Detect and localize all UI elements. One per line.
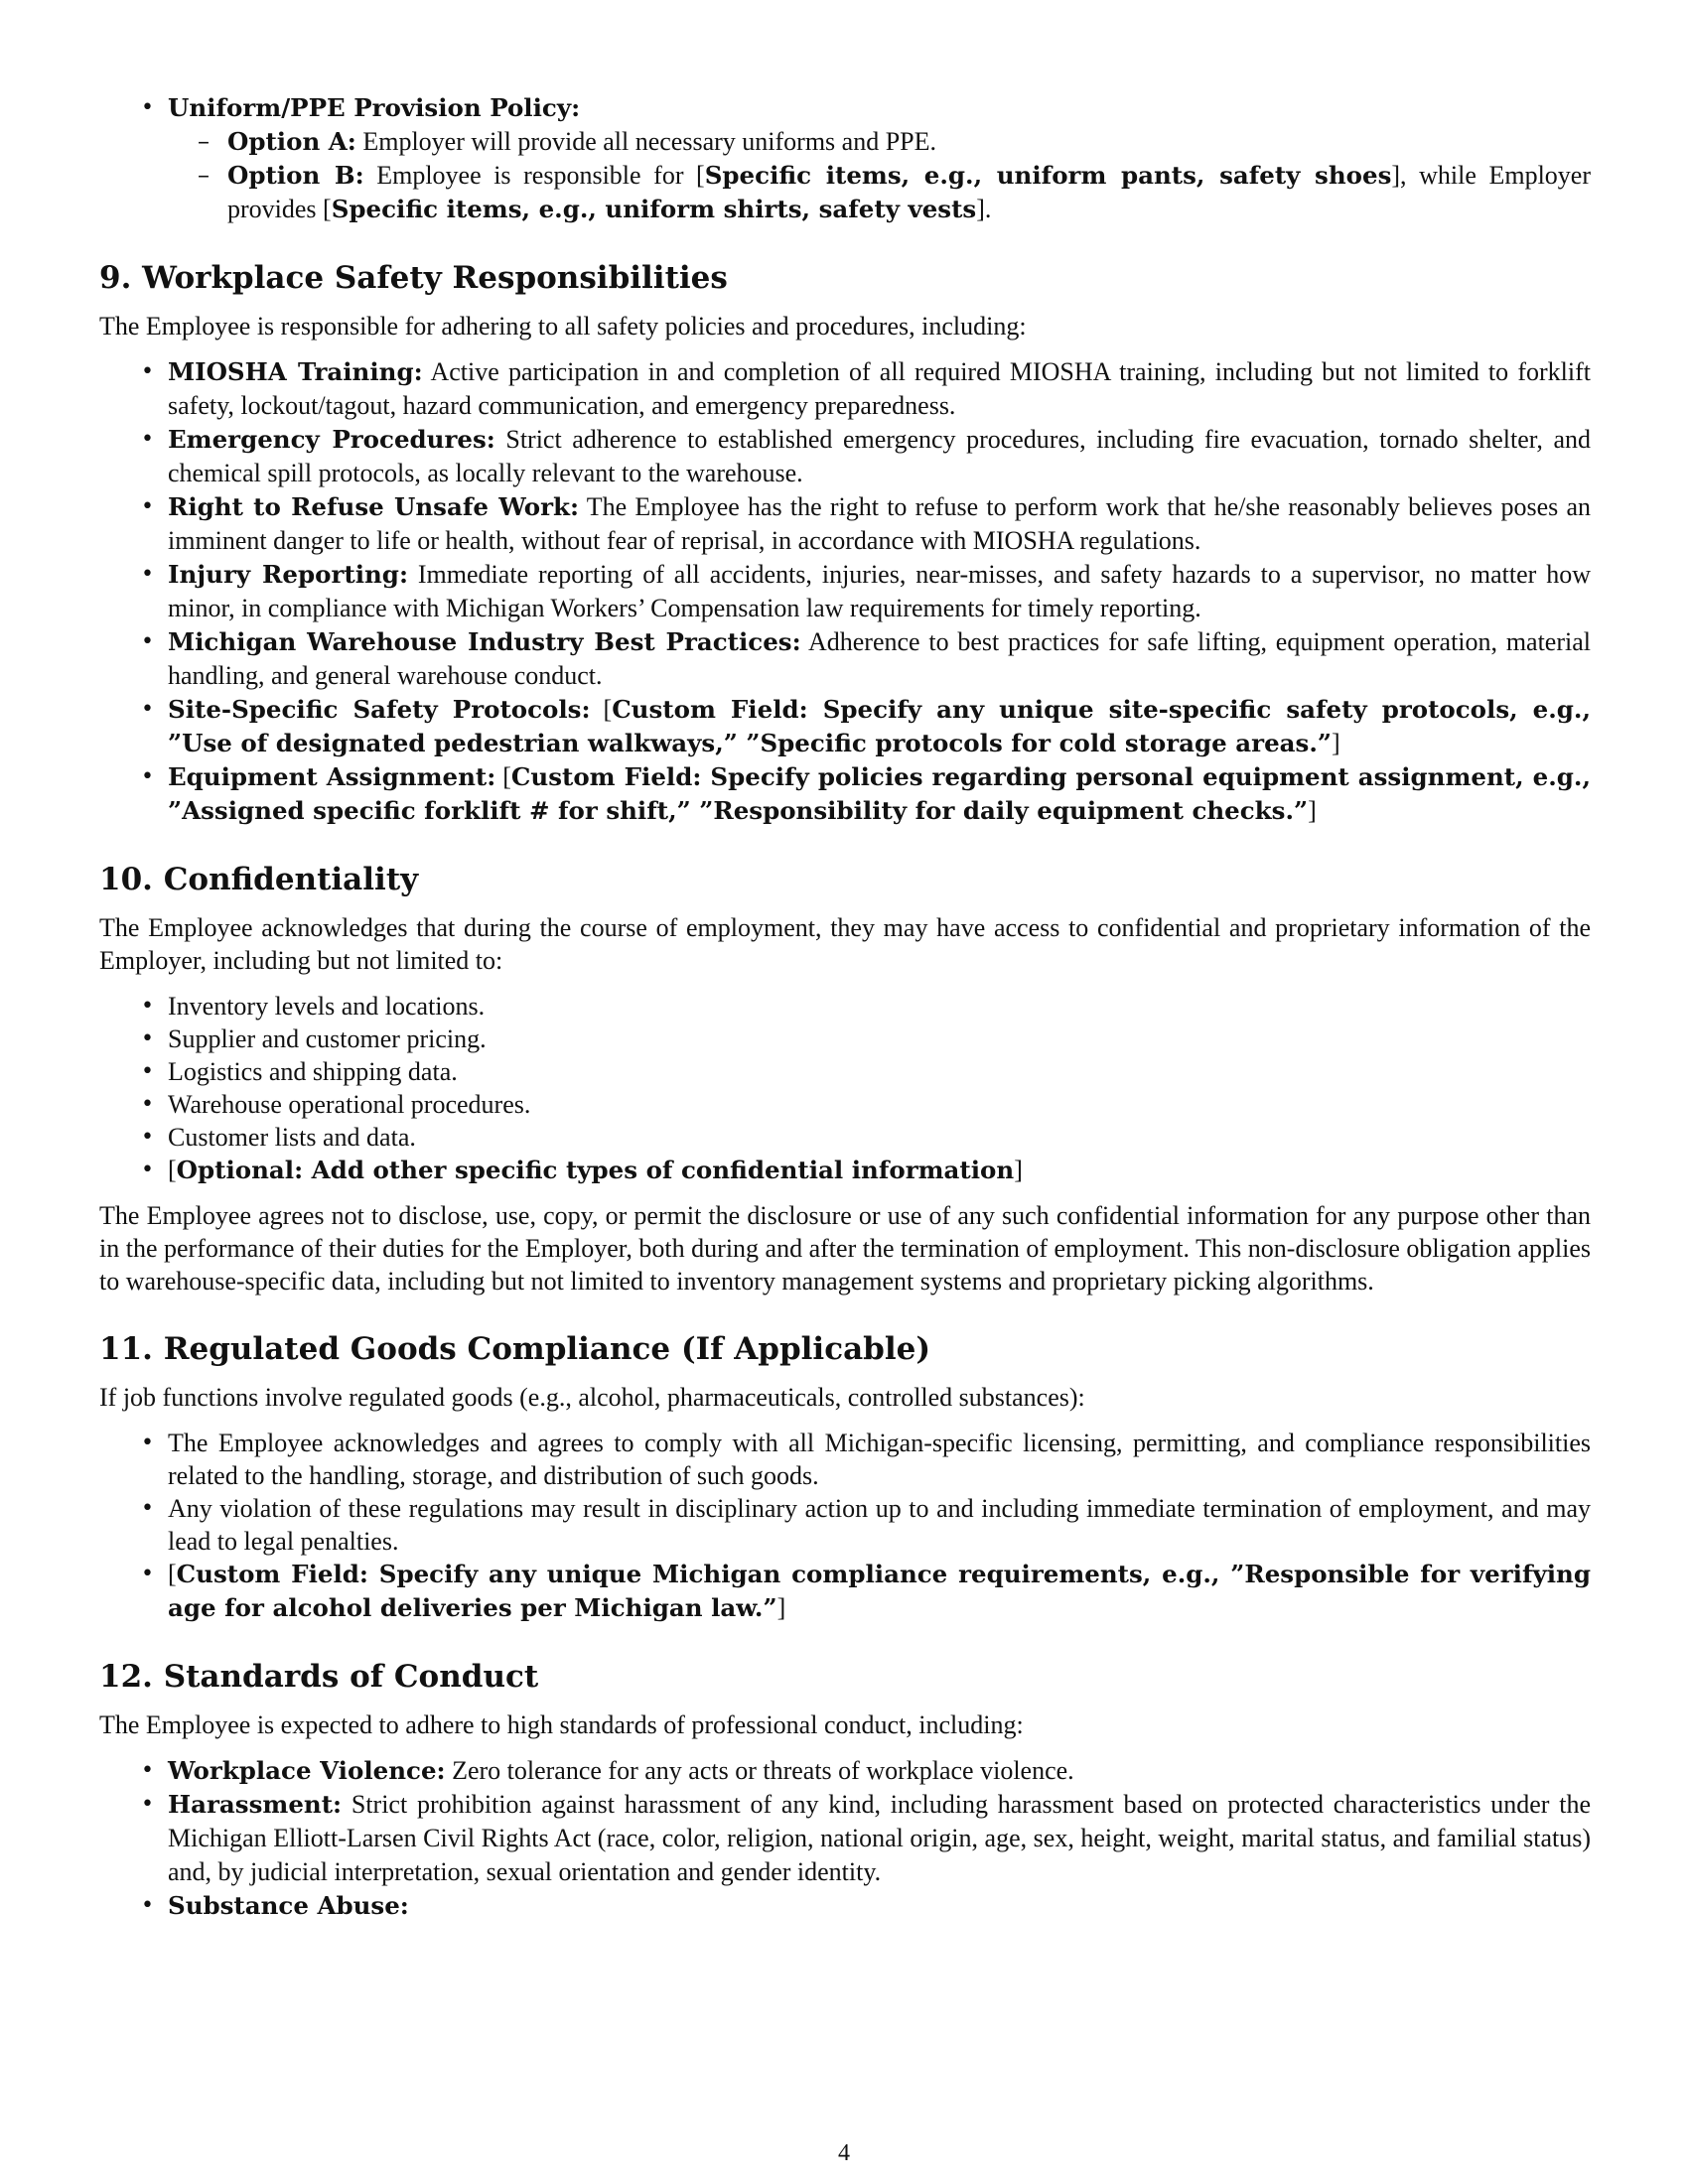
custom-field-text: Custom Field: Specify any unique site-specific safety protocols, e.g., ”Use of designated pedestrian walkways,” ”Specific protocols for cold storage areas.”	[168, 695, 1591, 757]
option-a-text: Employer will provide all necessary uniforms and PPE.	[355, 127, 937, 156]
list-item: • The Employee acknowledges and agrees to comply with all Michigan-specific licensing, permitting, and compliance responsibilities related to the handling, storage, and distribution of such goods.	[99, 1427, 1591, 1492]
list-item	[99, 558, 1591, 625]
list-item	[99, 693, 1591, 760]
item-text: Strict prohibition against harassment of any kind, including harassment based on protected characteristics under the Michigan Elliott-Larsen Civil Rights Act (race, color, religion, national origin, age, sex, height, weight, marital status, and familial status) and, by judicial interpretation, sexual orientation and gender identity.	[168, 1790, 1591, 1886]
item-label: Right to Refuse Unsafe Work:	[168, 492, 580, 521]
option-b-bold: Specific items, e.g., uniform pants, safety shoes	[704, 161, 1392, 190]
list-item: • Any violation of these regulations may result in disciplinary action up to and including immediate termination of employment, and may lead to legal penalties.	[99, 1492, 1591, 1558]
item-text: ]	[1014, 1156, 1023, 1184]
ppe-option-b	[168, 159, 1591, 226]
item-text: [	[590, 695, 613, 724]
item-text: Adherence to best practices for safe lifting, equipment operation, material handling, and general warehouse conduct.	[168, 627, 1591, 690]
item-text: Active participation in and completion of all required MIOSHA training, including but not limited to forklift safety, lockout/tagout, hazard communication, and emergency preparedness.	[168, 357, 1591, 420]
custom-field-text: Custom Field: Specify policies regarding personal equipment assignment, e.g., ”Assigned specific forklift # for shift,” ”Responsibility for daily equipment checks.”	[168, 762, 1591, 825]
list-item: • Warehouse operational procedures.	[99, 1088, 1591, 1121]
item-text: The Employee has the right to refuse to perform work that he/she reasonably believes poses an imminent danger to life or health, without fear of reprisal, in accordance with MIOSHA regulations.	[168, 492, 1591, 555]
item-text: ]	[776, 1593, 786, 1622]
item-text: [	[168, 1560, 177, 1588]
item-text: ]	[1331, 729, 1340, 757]
list-item	[99, 490, 1591, 558]
item-label: Emergency Procedures:	[168, 425, 495, 454]
list-item: • Logistics and shipping data.	[99, 1055, 1591, 1088]
list-item	[99, 355, 1591, 423]
item-text: Zero tolerance for any acts or threats of workplace violence.	[445, 1756, 1074, 1785]
document-page	[99, 91, 1591, 1923]
section-10-intro: The Employee acknowledges that during the course of employment, they may have access to confidential and proprietary information of the Employer, including but not limited to:	[99, 913, 1591, 975]
item-text: Strict adherence to established emergency procedures, including fire evacuation, tornado shelter, and chemical spill protocols, as locally relevant to the warehouse.	[168, 425, 1591, 487]
optional-field-text: Optional: Add other specific types of confidential information	[176, 1156, 1015, 1184]
list-item	[99, 625, 1591, 693]
section-10-list	[99, 990, 1591, 1187]
option-a-label: Option A:	[227, 127, 356, 156]
ppe-option-a	[168, 125, 1591, 159]
option-b-text: ], while Employer provides [	[227, 161, 1591, 223]
item-label: MIOSHA Training:	[168, 357, 423, 386]
option-b-bold: Specific items, e.g., uniform shirts, safety vests	[331, 195, 977, 223]
list-item	[99, 423, 1591, 490]
list-item	[99, 1558, 1591, 1625]
section-12-list	[99, 1754, 1591, 1923]
page-number: 4	[838, 2140, 850, 2166]
list-item	[99, 1154, 1591, 1187]
section-11-heading: 11. Regulated Goods Compliance (If Applicable)	[99, 1331, 930, 1367]
section-10-outro: The Employee agrees not to disclose, use, copy, or permit the disclosure or use of any such confidential information for any purpose other than in the performance of their duties for the Employer, both during and after the termination of employment. This non-disclosure obligation applies to warehouse-specific data, including but not limited to inventory management systems and proprietary picking algorithms.	[99, 1201, 1591, 1296]
section-11-intro: If job functions involve regulated goods (e.g., alcohol, pharmaceuticals, controlled substances):	[99, 1383, 1085, 1412]
ppe-options	[168, 125, 1591, 226]
item-label: Workplace Violence:	[168, 1756, 446, 1785]
ppe-label: Uniform/PPE Provision Policy:	[168, 93, 581, 122]
option-b-label: Option B:	[227, 161, 364, 190]
item-label: Equipment Assignment:	[168, 762, 496, 791]
item-label: Injury Reporting:	[168, 560, 408, 589]
item-label: Substance Abuse:	[168, 1891, 409, 1920]
section-11-list	[99, 1427, 1591, 1625]
section-9-intro: The Employee is responsible for adhering to all safety policies and procedures, including:	[99, 312, 1027, 341]
custom-field-text: Custom Field: Specify any unique Michigan compliance requirements, e.g., ”Responsible for verifying age for alcohol deliveries per Michigan law.”	[168, 1560, 1591, 1622]
item-label: Site-Specific Safety Protocols:	[168, 695, 591, 724]
section-10-heading: 10. Confidentiality	[99, 862, 419, 897]
list-item	[99, 1788, 1591, 1889]
section-12-heading: 12. Standards of Conduct	[99, 1659, 539, 1695]
item-label: Harassment:	[168, 1790, 343, 1819]
list-item	[99, 1754, 1591, 1788]
option-b-text: Employee is responsible for [	[363, 161, 705, 190]
list-item	[99, 760, 1591, 828]
section-9-heading: 9. Workplace Safety Responsibilities	[99, 260, 728, 296]
list-item	[99, 1889, 1591, 1923]
item-text: [	[495, 762, 511, 791]
item-text: ]	[1308, 796, 1317, 825]
ppe-list	[99, 91, 1591, 226]
item-label: Michigan Warehouse Industry Best Practices:	[168, 627, 801, 656]
item-text: Immediate reporting of all accidents, injuries, near-misses, and safety hazards to a supervisor, no matter how minor, in compliance with Michigan Workers’ Compensation law requirements for timely reporting.	[168, 560, 1591, 622]
option-b-text: ].	[976, 195, 992, 223]
list-item: • Customer lists and data.	[99, 1121, 1591, 1154]
list-item: • Inventory levels and locations.	[99, 990, 1591, 1023]
list-item: • Supplier and customer pricing.	[99, 1023, 1591, 1055]
section-12-intro: The Employee is expected to adhere to high standards of professional conduct, including:	[99, 1710, 1024, 1739]
item-text: [	[168, 1156, 177, 1184]
ppe-item	[99, 91, 1591, 226]
section-9-list	[99, 355, 1591, 828]
